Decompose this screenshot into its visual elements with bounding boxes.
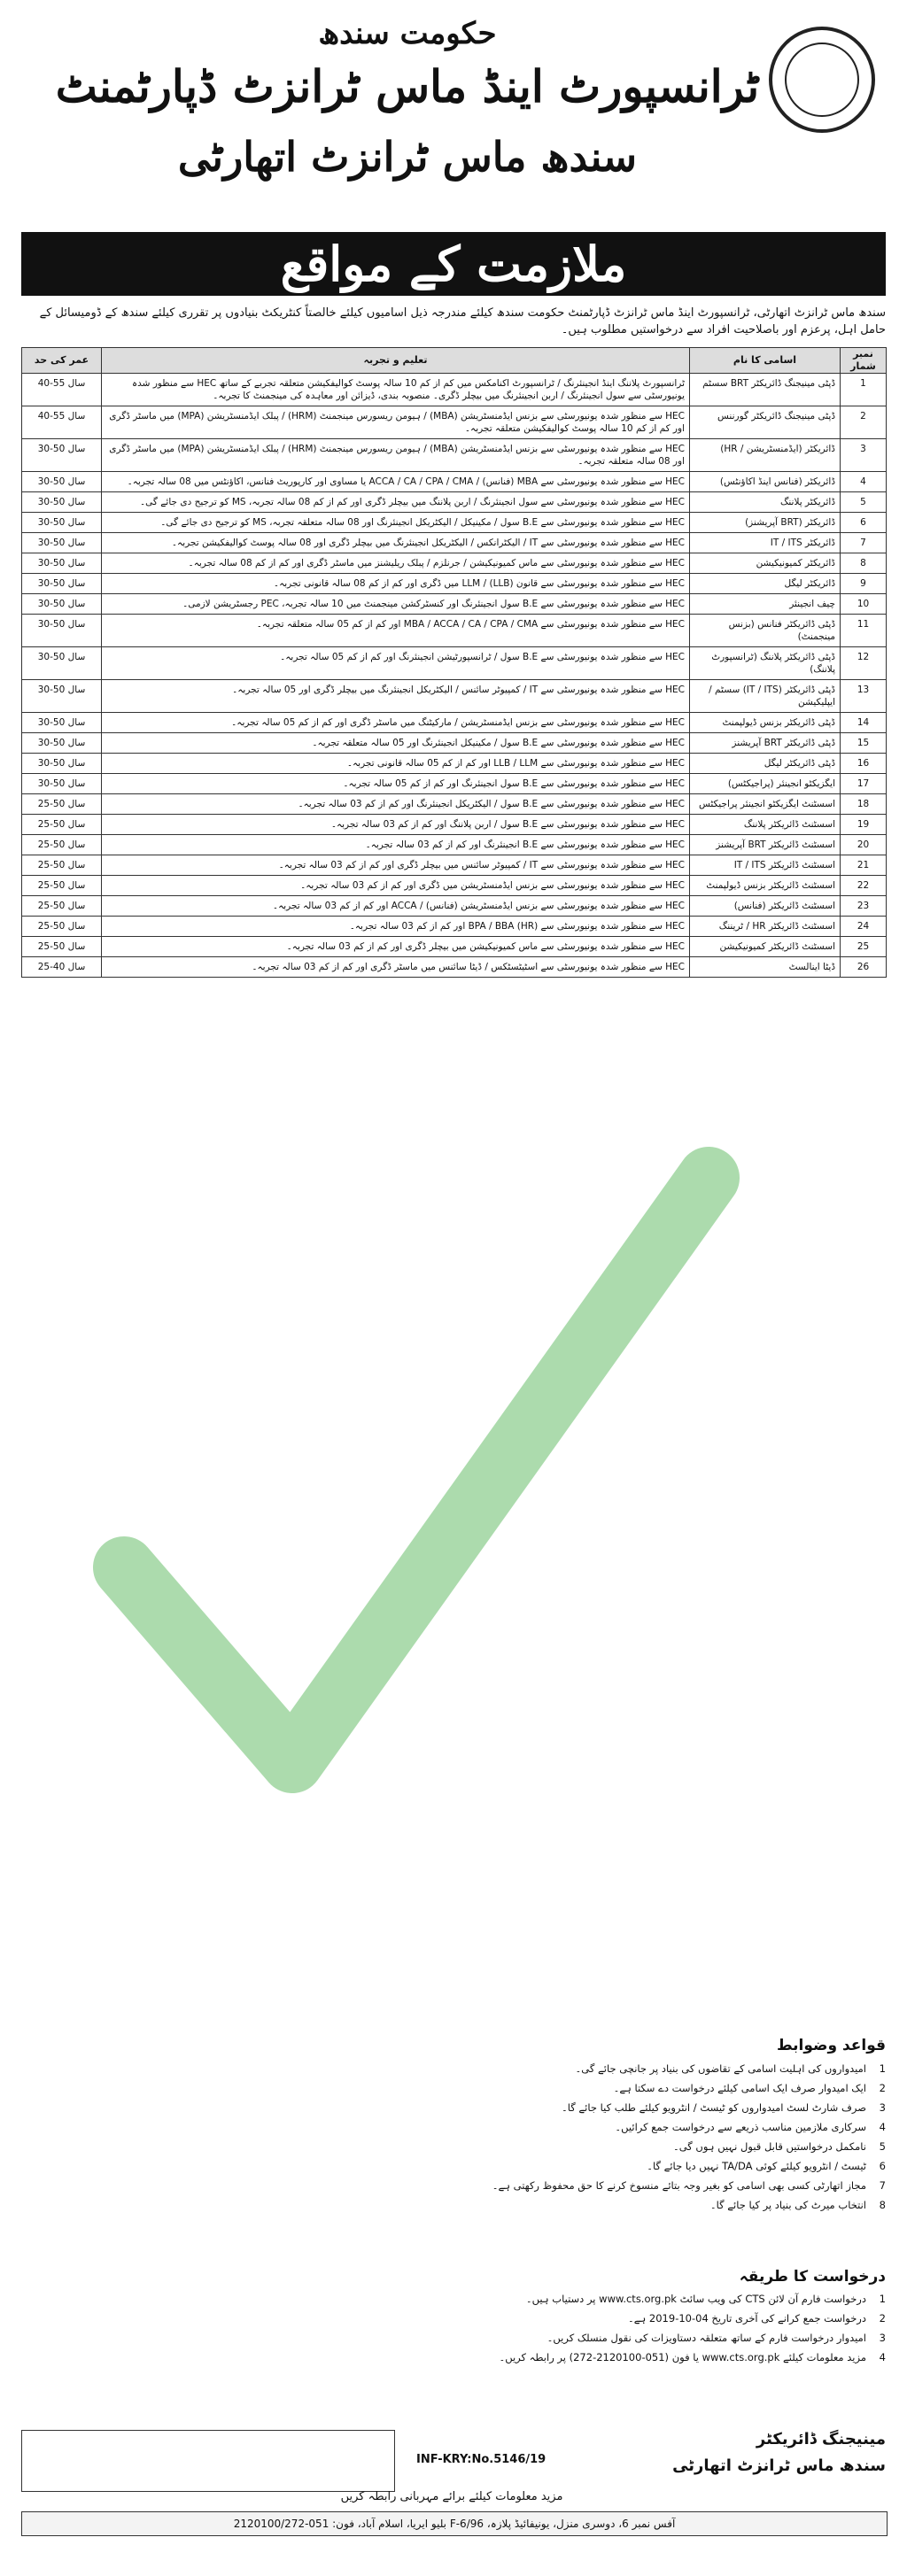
table-row bbox=[22, 794, 887, 815]
row-qualification: HEC سے منظور شدہ یونیورسٹی سے IT / الیکٹرانکس / الیکٹریکل انجینئرنگ میں بیچلر ڈگری اور 08 سالہ پوسٹ کوالیفکیشن تجربہ۔ bbox=[102, 533, 690, 553]
table-row bbox=[22, 835, 887, 855]
list-item bbox=[21, 2159, 886, 2173]
table-row bbox=[22, 615, 887, 647]
row-number: 3 bbox=[841, 439, 887, 472]
row-number: 4 bbox=[841, 472, 887, 492]
row-post: ڈپٹی مینیجنگ ڈائریکٹر BRT سسٹم bbox=[690, 374, 841, 406]
table-row bbox=[22, 513, 887, 533]
list-item-number: 5 bbox=[879, 2140, 886, 2153]
row-qualification: HEC سے منظور شدہ یونیورسٹی سے بزنس ایڈمنسٹریشن (MBA) / ہیومن ریسورس مینجمنٹ (HRM) / پبلک ایڈمنسٹریشن (MPA) میں ماسٹر ڈگری اور 08 سالہ متعلقہ تجربہ۔ bbox=[102, 439, 690, 472]
row-number: 22 bbox=[841, 876, 887, 896]
list-item-number: 4 bbox=[879, 2121, 886, 2133]
row-qualification: HEC سے منظور شدہ یونیورسٹی سے بزنس ایڈمنسٹریشن میں ڈگری اور کم از کم 03 سالہ تجربہ۔ bbox=[102, 876, 690, 896]
watermark-check-icon bbox=[71, 1107, 762, 1992]
table-row bbox=[22, 774, 887, 794]
sindh-government-logo bbox=[769, 27, 875, 133]
list-item-text: صرف شارٹ لسٹ امیدواروں کو ٹیسٹ / انٹرویو کیلئے طلب کیا جائے گا۔ bbox=[562, 2101, 866, 2114]
row-post: ڈپٹی ڈائریکٹر BRT آپریشنز bbox=[690, 733, 841, 754]
row-qualification: HEC سے منظور شدہ یونیورسٹی سے MBA (فنانس) / ACCA / CA / CPA / CMA یا مساوی اور کارپوریٹ فنانس، اکاؤنٹس میں 08 سالہ تجربہ۔ bbox=[102, 472, 690, 492]
row-number: 26 bbox=[841, 957, 887, 978]
row-post: اسسٹنٹ ڈائریکٹر پلاننگ bbox=[690, 815, 841, 835]
row-age: 30-50 سال bbox=[22, 439, 102, 472]
row-age: 25-50 سال bbox=[22, 896, 102, 917]
row-number: 2 bbox=[841, 406, 887, 439]
table-row bbox=[22, 876, 887, 896]
row-qualification: HEC سے منظور شدہ یونیورسٹی سے IT / کمپیوٹر سائنس / الیکٹریکل انجینئرنگ میں بیچلر ڈگری اور 05 سالہ تجربہ۔ bbox=[102, 680, 690, 713]
row-number: 6 bbox=[841, 513, 887, 533]
row-age: 25-50 سال bbox=[22, 937, 102, 957]
row-qualification: HEC سے منظور شدہ یونیورسٹی سے B.E سول انجینئرنگ اور کنسٹرکشن مینجمنٹ میں 10 سالہ تجربہ، PEC رجسٹریشن لازمی۔ bbox=[102, 594, 690, 615]
list-item-text: مزید معلومات کیلئے www.cts.org.pk یا فون (051-2120100-272) پر رابطہ کریں۔ bbox=[499, 2351, 866, 2363]
howto-title: درخواست کا طریقہ bbox=[739, 2268, 886, 2286]
row-qualification: HEC سے منظور شدہ یونیورسٹی سے B.E سول / مکینیکل / الیکٹریکل انجینئرنگ اور 08 سالہ متعلقہ تجربہ، MS کو ترجیح دی جائے گی۔ bbox=[102, 513, 690, 533]
list-item-number: 2 bbox=[879, 2082, 886, 2094]
list-item-text: امیدوار درخواست فارم کے ساتھ متعلقہ دستاویزات کی نقول منسلک کریں۔ bbox=[547, 2332, 866, 2344]
list-item bbox=[21, 2081, 886, 2095]
row-post: ڈائریکٹر پلاننگ bbox=[690, 492, 841, 513]
list-item-text: سرکاری ملازمین مناسب ذریعے سے درخواست جمع کرائیں۔ bbox=[615, 2121, 866, 2133]
table-row bbox=[22, 533, 887, 553]
table-row bbox=[22, 406, 887, 439]
row-age: 30-50 سال bbox=[22, 713, 102, 733]
list-item-text: انتخاب میرٹ کی بنیاد پر کیا جائے گا۔ bbox=[709, 2199, 866, 2211]
table-row bbox=[22, 754, 887, 774]
row-age: 30-50 سال bbox=[22, 492, 102, 513]
row-post: اسسٹنٹ ڈائریکٹر بزنس ڈیولپمنٹ bbox=[690, 876, 841, 896]
row-age: 25-50 سال bbox=[22, 917, 102, 937]
row-number: 1 bbox=[841, 374, 887, 406]
table-row bbox=[22, 472, 887, 492]
row-age: 30-50 سال bbox=[22, 680, 102, 713]
header bbox=[0, 0, 907, 230]
list-item-number: 3 bbox=[879, 2332, 886, 2344]
row-number: 11 bbox=[841, 615, 887, 647]
header-post: اسامی کا نام bbox=[690, 348, 841, 374]
header-line-2: ٹرانسپورٹ اینڈ ماس ٹرانزٹ ڈپارٹمنٹ bbox=[55, 60, 760, 112]
row-post: چیف انجینئر bbox=[690, 594, 841, 615]
row-number: 12 bbox=[841, 647, 887, 680]
row-post: ڈپٹی مینیجنگ ڈائریکٹر گورننس bbox=[690, 406, 841, 439]
row-qualification: HEC سے منظور شدہ یونیورسٹی سے B.E سول / الیکٹریکل انجینئرنگ اور کم از کم 03 سالہ تجربہ۔ bbox=[102, 794, 690, 815]
row-number: 5 bbox=[841, 492, 887, 513]
row-post: ڈائریکٹر (BRT آپریشنز) bbox=[690, 513, 841, 533]
row-post: ڈائریکٹر کمیونیکیشن bbox=[690, 553, 841, 574]
list-item bbox=[21, 2292, 886, 2306]
table-row bbox=[22, 574, 887, 594]
list-item-number: 7 bbox=[879, 2179, 886, 2192]
footer-address: آفس نمبر 6، دوسری منزل، یونیفائیڈ پلازہ، F-6/96 بلیو ایریا، اسلام آباد، فون: 051-2120100/272 bbox=[21, 2511, 888, 2536]
list-item-number: 8 bbox=[879, 2199, 886, 2211]
row-post: اسسٹنٹ ڈائریکٹر کمیونیکیشن bbox=[690, 937, 841, 957]
row-age: 40-55 سال bbox=[22, 374, 102, 406]
list-item-text: ٹیسٹ / انٹرویو کیلئے کوئی TA/DA نہیں دیا جائے گا۔ bbox=[647, 2160, 866, 2172]
row-number: 25 bbox=[841, 937, 887, 957]
signature-title: مینیجنگ ڈائریکٹر bbox=[756, 2430, 886, 2448]
table-row bbox=[22, 713, 887, 733]
row-post: ایگزیکٹو انجینئر (پراجیکٹس) bbox=[690, 774, 841, 794]
row-age: 25-50 سال bbox=[22, 815, 102, 835]
row-post: ڈائریکٹر IT / ITS bbox=[690, 533, 841, 553]
row-age: 30-50 سال bbox=[22, 774, 102, 794]
rules-list bbox=[21, 2062, 886, 2217]
row-number: 10 bbox=[841, 594, 887, 615]
row-number: 9 bbox=[841, 574, 887, 594]
row-number: 15 bbox=[841, 733, 887, 754]
row-post: ڈپٹی ڈائریکٹر پلاننگ (ٹرانسپورٹ پلاننگ) bbox=[690, 647, 841, 680]
list-item-number: 4 bbox=[879, 2351, 886, 2363]
table-row bbox=[22, 937, 887, 957]
row-post: اسسٹنٹ ڈائریکٹر IT / ITS bbox=[690, 855, 841, 876]
list-item bbox=[21, 2350, 886, 2364]
list-item-number: 6 bbox=[879, 2160, 886, 2172]
list-item-number: 2 bbox=[879, 2312, 886, 2325]
row-age: 25-50 سال bbox=[22, 835, 102, 855]
row-number: 16 bbox=[841, 754, 887, 774]
header-qualification: تعلیم و تجربہ bbox=[102, 348, 690, 374]
row-age: 30-50 سال bbox=[22, 513, 102, 533]
list-item-number: 1 bbox=[879, 2062, 886, 2075]
row-age: 30-50 سال bbox=[22, 472, 102, 492]
jobs-banner: ملازمت کے مواقع bbox=[21, 232, 886, 296]
list-item-text: ایک امیدوار صرف ایک اسامی کیلئے درخواست دے سکتا ہے۔ bbox=[613, 2082, 866, 2094]
signature-block bbox=[672, 2426, 886, 2479]
row-age: 30-50 سال bbox=[22, 594, 102, 615]
row-age: 25-40 سال bbox=[22, 957, 102, 978]
row-qualification: ٹرانسپورٹ پلاننگ اینڈ انجینئرنگ / ٹرانسپورٹ اکنامکس میں کم از کم 10 سالہ پوسٹ کوالیفکیشن متعلقہ تجربے کے ساتھ HEC سے منظور شدہ یونیورسٹی سے سول انجینئرنگ / اربن انجینئرنگ میں بیچلر ڈگری۔ منصوبہ بندی، ڈیزائن اور معاہدہ کی مینجمنٹ کا تجربہ۔ bbox=[102, 374, 690, 406]
row-number: 24 bbox=[841, 917, 887, 937]
row-age: 25-50 سال bbox=[22, 794, 102, 815]
row-post: ڈائریکٹر (ایڈمنسٹریشن / HR) bbox=[690, 439, 841, 472]
list-item-number: 1 bbox=[879, 2293, 886, 2305]
row-number: 13 bbox=[841, 680, 887, 713]
table-row bbox=[22, 855, 887, 876]
list-item bbox=[21, 2120, 886, 2134]
row-number: 20 bbox=[841, 835, 887, 855]
row-post: اسسٹنٹ ڈائریکٹر BRT آپریشنز bbox=[690, 835, 841, 855]
row-age: 30-50 سال bbox=[22, 533, 102, 553]
header-no: نمبر شمار bbox=[841, 348, 887, 374]
header-age: عمر کی حد bbox=[22, 348, 102, 374]
header-line-1: حکومت سندھ bbox=[318, 16, 497, 51]
row-number: 18 bbox=[841, 794, 887, 815]
row-age: 30-50 سال bbox=[22, 754, 102, 774]
row-number: 14 bbox=[841, 713, 887, 733]
list-item bbox=[21, 2062, 886, 2076]
row-qualification: HEC سے منظور شدہ یونیورسٹی سے IT / کمپیوٹر سائنس میں بیچلر ڈگری اور کم از کم 03 سالہ تجربہ۔ bbox=[102, 855, 690, 876]
list-item-text: درخواست جمع کرانے کی آخری تاریخ 04-10-2019 ہے۔ bbox=[628, 2312, 866, 2325]
row-qualification: HEC سے منظور شدہ یونیورسٹی سے BPA / BBA (HR) اور کم از کم 03 سالہ تجربہ۔ bbox=[102, 917, 690, 937]
row-age: 30-50 سال bbox=[22, 615, 102, 647]
list-item bbox=[21, 2139, 886, 2154]
list-item-text: مجاز اتھارٹی کسی بھی اسامی کو بغیر وجہ بتائے منسوخ کرنے کا حق محفوظ رکھتی ہے۔ bbox=[492, 2179, 866, 2192]
row-number: 7 bbox=[841, 533, 887, 553]
row-age: 40-55 سال bbox=[22, 406, 102, 439]
row-post: ڈیٹا اینالسٹ bbox=[690, 957, 841, 978]
list-item bbox=[21, 2100, 886, 2115]
table-row bbox=[22, 896, 887, 917]
row-post: اسسٹنٹ ڈائریکٹر HR / ٹریننگ bbox=[690, 917, 841, 937]
list-item bbox=[21, 2178, 886, 2193]
jobs-table bbox=[21, 347, 887, 978]
row-number: 17 bbox=[841, 774, 887, 794]
row-post: ڈائریکٹر لیگل bbox=[690, 574, 841, 594]
table-row bbox=[22, 647, 887, 680]
row-age: 25-50 سال bbox=[22, 876, 102, 896]
row-post: اسسٹنٹ ایگزیکٹو انجینئر پراجیکٹس bbox=[690, 794, 841, 815]
table-row bbox=[22, 733, 887, 754]
table-header-row bbox=[22, 348, 887, 374]
table-row bbox=[22, 374, 887, 406]
row-age: 30-50 سال bbox=[22, 574, 102, 594]
table-row bbox=[22, 553, 887, 574]
row-post: اسسٹنٹ ڈائریکٹر (فنانس) bbox=[690, 896, 841, 917]
row-qualification: HEC سے منظور شدہ یونیورسٹی سے B.E سول / اربن پلاننگ اور کم از کم 03 سالہ تجربہ۔ bbox=[102, 815, 690, 835]
table-row bbox=[22, 594, 887, 615]
row-age: 30-50 سال bbox=[22, 553, 102, 574]
row-post: ڈپٹی ڈائریکٹر بزنس ڈیولپمنٹ bbox=[690, 713, 841, 733]
table-row bbox=[22, 917, 887, 937]
row-qualification: HEC سے منظور شدہ یونیورسٹی سے MBA / ACCA / CA / CPA / CMA اور کم از کم 05 سالہ متعلقہ تجربہ۔ bbox=[102, 615, 690, 647]
table-row bbox=[22, 439, 887, 472]
list-item-number: 3 bbox=[879, 2101, 886, 2114]
row-qualification: HEC سے منظور شدہ یونیورسٹی سے LLB / LLM اور کم از کم 05 سالہ قانونی تجربہ۔ bbox=[102, 754, 690, 774]
header-line-3: سندھ ماس ٹرانزٹ اتھارٹی bbox=[177, 133, 638, 181]
list-item-text: درخواست فارم آن لائن CTS کی ویب سائٹ www.cts.org.pk پر دستیاب ہیں۔ bbox=[525, 2293, 866, 2305]
table-row bbox=[22, 815, 887, 835]
row-number: 23 bbox=[841, 896, 887, 917]
list-item-text: امیدواروں کی اہلیت اسامی کے تقاضوں کی بنیاد پر جانچی جائے گی۔ bbox=[575, 2062, 866, 2075]
row-qualification: HEC سے منظور شدہ یونیورسٹی سے قانون (LLB) / LLM میں ڈگری اور کم از کم 08 سالہ قانونی تجربہ۔ bbox=[102, 574, 690, 594]
list-item bbox=[21, 2331, 886, 2345]
intro-text: سندھ ماس ٹرانزٹ اتھارٹی، ٹرانسپورٹ اینڈ ماس ٹرانزٹ ڈپارٹمنٹ حکومت سندھ کیلئے مندرجہ ذیل اسامیوں کیلئے خالصتاً کنٹریکٹ بنیادوں پر تقرری کیلئے سندھ کے ڈومیسائل کے حامل اہل، پرعزم اور باصلاحیت افراد سے درخواستیں مطلوب ہیں۔ bbox=[39, 306, 886, 337]
row-qualification: HEC سے منظور شدہ یونیورسٹی سے ماس کمیونیکیشن / جرنلزم / پبلک ریلیشنز میں ماسٹر ڈگری اور کم از کم 08 سالہ تجربہ۔ bbox=[102, 553, 690, 574]
inf-number: INF-KRY:No.5146/19 bbox=[416, 2453, 547, 2466]
row-qualification: HEC سے منظور شدہ یونیورسٹی سے B.E سول انجینئرنگ اور کم از کم 05 سالہ تجربہ۔ bbox=[102, 774, 690, 794]
row-age: 30-50 سال bbox=[22, 647, 102, 680]
row-number: 21 bbox=[841, 855, 887, 876]
row-qualification: HEC سے منظور شدہ یونیورسٹی سے سول انجینئرنگ / اربن پلاننگ میں بیچلر ڈگری اور کم از کم 08 سالہ تجربہ، MS کو ترجیح دی جائے گی۔ bbox=[102, 492, 690, 513]
row-number: 19 bbox=[841, 815, 887, 835]
row-post: ڈائریکٹر (فنانس اینڈ اکاؤنٹس) bbox=[690, 472, 841, 492]
ad-stamp-box bbox=[21, 2430, 395, 2492]
rules-title: قواعد وضوابط bbox=[776, 2037, 886, 2054]
row-post: ڈپٹی ڈائریکٹر لیگل bbox=[690, 754, 841, 774]
row-post: ڈپٹی ڈائریکٹر فنانس (بزنس مینجمنٹ) bbox=[690, 615, 841, 647]
table-row bbox=[22, 680, 887, 713]
row-qualification: HEC سے منظور شدہ یونیورسٹی سے B.E سول / مکینیکل انجینئرنگ اور 05 سالہ متعلقہ تجربہ۔ bbox=[102, 733, 690, 754]
signature-org: سندھ ماس ٹرانزٹ اتھارٹی bbox=[672, 2456, 886, 2475]
row-age: 30-50 سال bbox=[22, 733, 102, 754]
row-qualification: HEC سے منظور شدہ یونیورسٹی سے ماس کمیونیکیشن میں بیچلر ڈگری اور کم از کم 03 سالہ تجربہ۔ bbox=[102, 937, 690, 957]
table-row bbox=[22, 492, 887, 513]
howto-list bbox=[21, 2292, 886, 2370]
row-number: 8 bbox=[841, 553, 887, 574]
list-item bbox=[21, 2198, 886, 2212]
list-item bbox=[21, 2311, 886, 2325]
row-qualification: HEC سے منظور شدہ یونیورسٹی سے بزنس ایڈمنسٹریشن (MBA) / ہیومن ریسورس مینجمنٹ (HRM) / پبلک ایڈمنسٹریشن (MPA) میں ماسٹر ڈگری اور کم از کم 10 سالہ پوسٹ کوالیفکیشن متعلقہ تجربہ۔ bbox=[102, 406, 690, 439]
row-qualification: HEC سے منظور شدہ یونیورسٹی سے اسٹیٹسٹکس / ڈیٹا سائنس میں ماسٹر ڈگری اور کم از کم 03 سالہ تجربہ۔ bbox=[102, 957, 690, 978]
row-age: 25-50 سال bbox=[22, 855, 102, 876]
row-qualification: HEC سے منظور شدہ یونیورسٹی سے بزنس ایڈمنسٹریشن / مارکیٹنگ میں ماسٹر ڈگری اور کم از کم 05 سالہ تجربہ۔ bbox=[102, 713, 690, 733]
table-row bbox=[22, 957, 887, 978]
row-qualification: HEC سے منظور شدہ یونیورسٹی سے B.E سول / ٹرانسپورٹیشن انجینئرنگ اور کم از کم 05 سالہ تجربہ۔ bbox=[102, 647, 690, 680]
list-item-text: نامکمل درخواستیں قابل قبول نہیں ہوں گی۔ bbox=[672, 2140, 866, 2153]
row-post: ڈپٹی ڈائریکٹر (IT / ITS) سسٹم / ایپلیکیشن bbox=[690, 680, 841, 713]
more-info-text: مزید معلومات کیلئے برائے مہربانی رابطہ کریں bbox=[340, 2490, 563, 2503]
row-qualification: HEC سے منظور شدہ یونیورسٹی سے بزنس ایڈمنسٹریشن (فنانس) / ACCA اور کم از کم 03 سالہ تجربہ۔ bbox=[102, 896, 690, 917]
row-qualification: HEC سے منظور شدہ یونیورسٹی سے B.E انجینئرنگ اور کم از کم 03 سالہ تجربہ۔ bbox=[102, 835, 690, 855]
